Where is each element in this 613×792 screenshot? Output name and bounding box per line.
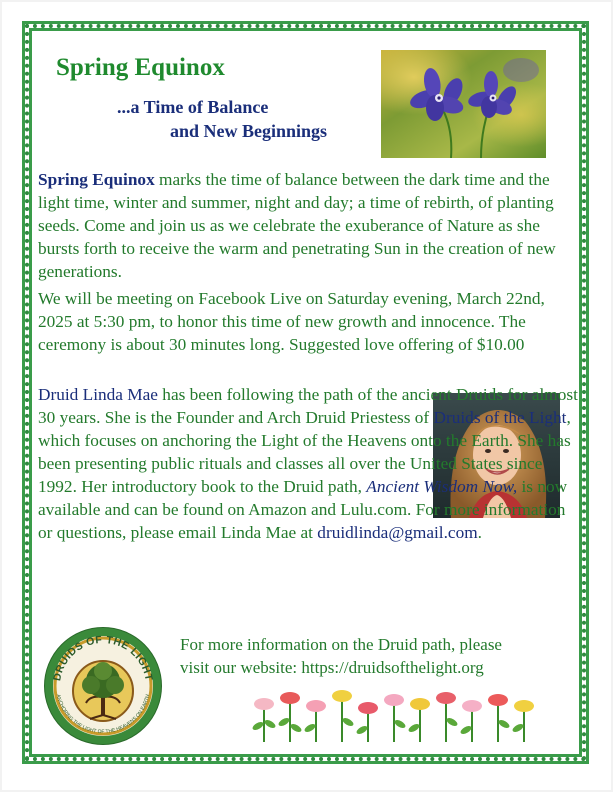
intro-lead: Spring Equinox: [38, 170, 155, 189]
page-title: Spring Equinox: [56, 54, 225, 81]
bio-text-1: has been following the path of the ancient Druids for almost 30 years. She is the Founder and Arch Druid Priestess of: [38, 385, 578, 427]
paragraph-intro: [38, 168, 578, 283]
subtitle-line-1: ...a Time of Balance: [117, 97, 269, 117]
bio-org: Druids of the Light: [433, 408, 567, 427]
intro-body: marks the time of balance between the dark time and the light time, winter and summer, night and day; a time of rebirth, of planting seeds. Come and join us as we celebrate the exuberance of Nature as she bursts forth to receive the warm and penetrating Sun in the creation of new generations.: [38, 170, 556, 281]
bio-text-2: , which focuses on anchoring the Light of the Heavens onto the Earth. She has been presenting public rituals and classes all over the United States since 1992. Her introductory book to the Druid path,: [38, 408, 571, 496]
subtitle-line-2: and New Beginnings: [170, 121, 328, 141]
bio-email[interactable]: druidlinda@gmail.com: [317, 523, 478, 542]
flowers-decoration: [250, 688, 540, 742]
footer-line-2[interactable]: visit our website: https://druidsofthelight.org: [180, 658, 484, 677]
druids-logo: [42, 625, 164, 747]
footer-line-1: For more information on the Druid path, please: [180, 635, 502, 654]
bio-book-title: Ancient Wisdom Now,: [366, 477, 518, 496]
paragraph-bio: [38, 383, 578, 544]
bio-name: Druid Linda Mae: [38, 385, 158, 404]
logo-title: DRUIDS OF THE LIGHT: [51, 633, 155, 683]
paragraph-event: We will be meeting on Facebook Live on Saturday evening, March 22nd, 2025 at 5:30 pm, to honor this time of new growth and innocence. The ceremony is about 30 minutes long. Suggested love offering of $10.00: [38, 289, 545, 354]
footer-info: [180, 633, 580, 679]
bio-end: .: [477, 523, 482, 542]
flower-photo: [381, 50, 546, 158]
bio-text-3: is now available and can be found on Amazon and Lulu.com. For more information or questions, please email Linda Mae at: [38, 477, 568, 542]
logo-ring-text: ANCHORING THE LIGHT OF THE HEAVENS ON EARTH: [54, 693, 152, 736]
